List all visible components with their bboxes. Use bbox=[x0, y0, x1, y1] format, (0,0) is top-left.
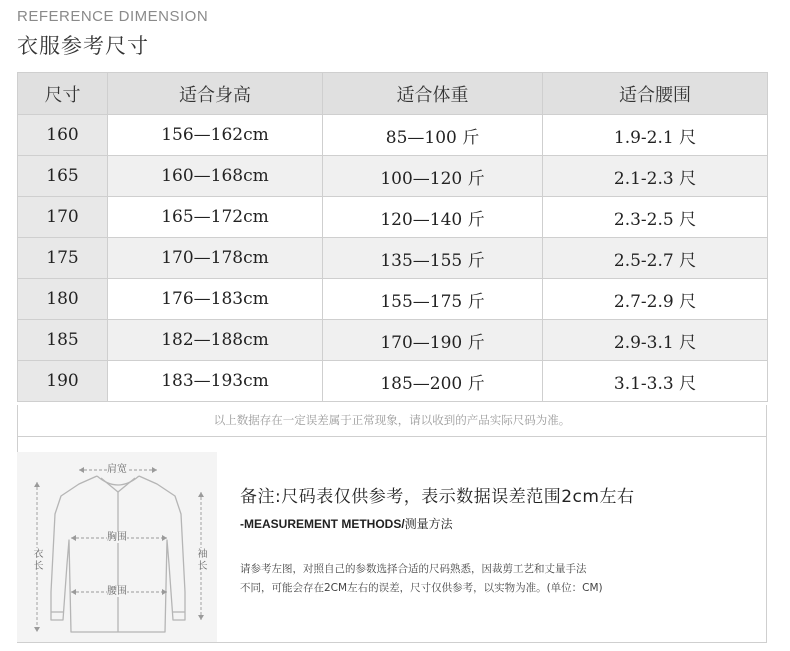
length-label: 衣长 bbox=[31, 548, 42, 572]
weight-cell: 170—190 斤 bbox=[323, 320, 543, 361]
size-table bbox=[17, 72, 768, 402]
waist-cell: 1.9-2.1 尺 bbox=[543, 115, 768, 156]
description-line-2: 不同，可能会存在2CM左右的误差，尺寸仅供参考，以实物为准。(单位：CM) bbox=[240, 582, 603, 594]
size-cell: 185 bbox=[18, 320, 108, 361]
waist-cell: 2.9-3.1 尺 bbox=[543, 320, 768, 361]
shoulder-width-label: 肩宽 bbox=[107, 464, 127, 475]
chest-label: 胸围 bbox=[107, 532, 127, 543]
table-row bbox=[18, 279, 768, 320]
table-row bbox=[18, 238, 768, 279]
weight-cell: 100—120 斤 bbox=[323, 156, 543, 197]
size-cell: 175 bbox=[18, 238, 108, 279]
size-cell: 165 bbox=[18, 156, 108, 197]
column-header-weight: 适合体重 bbox=[323, 73, 543, 115]
table-row bbox=[18, 115, 768, 156]
size-cell: 190 bbox=[18, 361, 108, 402]
column-header-height: 适合身高 bbox=[108, 73, 323, 115]
measurement-methods-en: -MEASUREMENT METHODS/ bbox=[240, 517, 405, 531]
waist-label: 腰围 bbox=[107, 586, 127, 597]
reference-dimension-title: REFERENCE DIMENSION bbox=[17, 8, 209, 25]
sleeve-label: 袖长 bbox=[195, 548, 206, 572]
measurement-diagram bbox=[17, 452, 217, 642]
height-cell: 165—172cm bbox=[108, 197, 323, 238]
waist-cell: 2.7-2.9 尺 bbox=[543, 279, 768, 320]
remark-text: 备注:尺码表仅供参考，表示数据误差范围2cm左右 bbox=[240, 487, 635, 507]
table-note: 以上数据存在一定误差属于正常现象，请以收到的产品实际尺码为准。 bbox=[17, 405, 767, 437]
height-cell: 183—193cm bbox=[108, 361, 323, 402]
measurement-description bbox=[240, 560, 680, 598]
height-cell: 160—168cm bbox=[108, 156, 323, 197]
size-cell: 170 bbox=[18, 197, 108, 238]
table-header-row bbox=[18, 73, 768, 115]
height-cell: 156—162cm bbox=[108, 115, 323, 156]
size-cell: 160 bbox=[18, 115, 108, 156]
weight-cell: 120—140 斤 bbox=[323, 197, 543, 238]
weight-cell: 185—200 斤 bbox=[323, 361, 543, 402]
table-row bbox=[18, 320, 768, 361]
waist-cell: 2.1-2.3 尺 bbox=[543, 156, 768, 197]
measurement-methods-heading bbox=[240, 515, 453, 532]
waist-cell: 3.1-3.3 尺 bbox=[543, 361, 768, 402]
height-cell: 170—178cm bbox=[108, 238, 323, 279]
weight-cell: 85—100 斤 bbox=[323, 115, 543, 156]
weight-cell: 155—175 斤 bbox=[323, 279, 543, 320]
table-row bbox=[18, 361, 768, 402]
height-cell: 182—188cm bbox=[108, 320, 323, 361]
height-cell: 176—183cm bbox=[108, 279, 323, 320]
size-cell: 180 bbox=[18, 279, 108, 320]
waist-cell: 2.5-2.7 尺 bbox=[543, 238, 768, 279]
shirt-outline-icon bbox=[17, 452, 217, 642]
waist-cell: 2.3-2.5 尺 bbox=[543, 197, 768, 238]
table-row bbox=[18, 156, 768, 197]
measurement-methods-cn: 测量方法 bbox=[404, 517, 453, 531]
size-chart-title: 衣服参考尺寸 bbox=[17, 34, 149, 58]
weight-cell: 135—155 斤 bbox=[323, 238, 543, 279]
table-row bbox=[18, 197, 768, 238]
description-line-1: 请参考左图，对照自己的参数选择合适的尺码熟悉，因裁剪工艺和丈量手法 bbox=[240, 563, 587, 575]
column-header-size: 尺寸 bbox=[18, 73, 108, 115]
column-header-waist: 适合腰围 bbox=[543, 73, 768, 115]
